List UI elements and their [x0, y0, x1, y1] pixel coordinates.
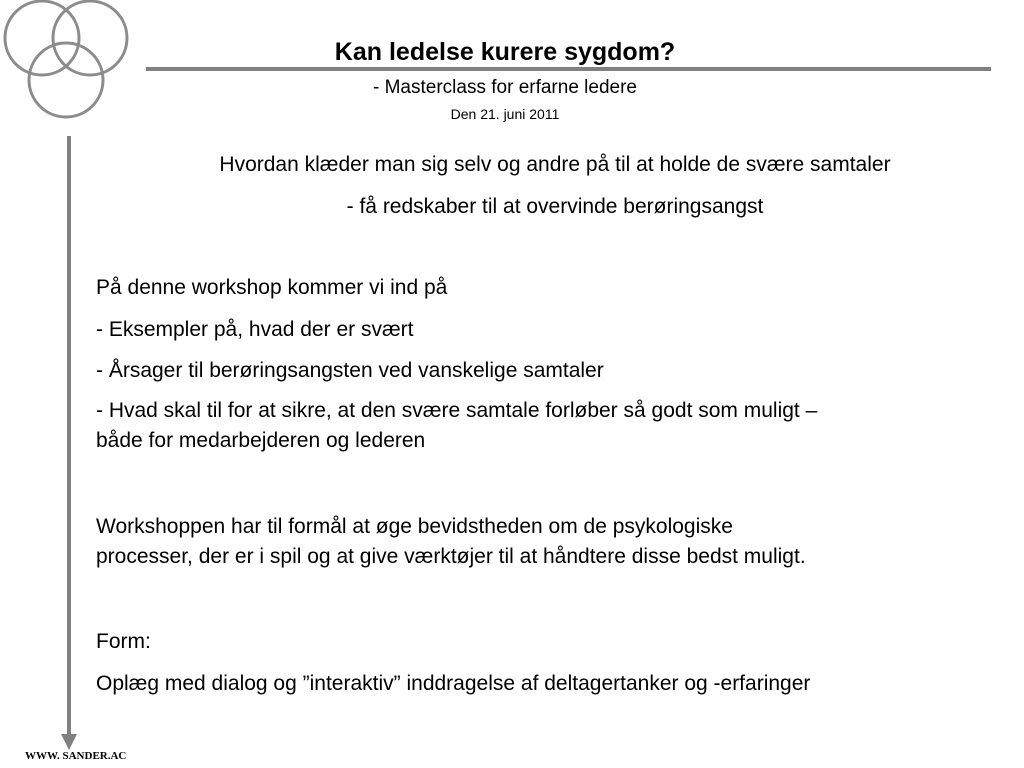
purpose-line-1: Workshoppen har til formål at øge bevidstheden om de psykologiske: [96, 515, 733, 538]
bullet-item-3: [96, 396, 1008, 456]
down-arrow-icon: [60, 136, 78, 752]
slide-subtitle: - Masterclass for erfarne ledere: [373, 77, 637, 98]
slide-date: Den 21. juni 2011: [450, 106, 560, 122]
workshop-heading: På denne workshop kommer vi ind på: [96, 276, 448, 299]
bullet-item-3-line-2: både for medarbejderen og lederen: [96, 429, 426, 452]
intro-line-2: - få redskaber til at overvinde berøringsangst: [346, 195, 764, 218]
bullet-item-3-line-1: - Hvad skal til for at sikre, at den svære samtale forløber så godt som muligt –: [96, 399, 818, 422]
form-text: Oplæg med dialog og ”interaktiv” inddragelse af deltagertanker og -erfaringer: [96, 672, 811, 695]
purpose-line-2: processer, der er i spil og at give værktøjer til at håndtere disse bedst muligt.: [96, 545, 806, 568]
bullet-item-1: - Eksempler på, hvad der er svært: [96, 318, 414, 341]
purpose-paragraph: [96, 512, 1008, 572]
slide-title: Kan ledelse kurere sygdom?: [334, 38, 676, 66]
bullet-item-2: - Årsager til berøringsangsten ved vanskelige samtaler: [96, 359, 604, 382]
intro-line-1: Hvordan klæder man sig selv og andre på til at holde de svære samtaler: [219, 153, 891, 176]
form-heading: Form:: [96, 630, 151, 653]
footer-website: WWW. SANDER.AC: [25, 750, 127, 762]
